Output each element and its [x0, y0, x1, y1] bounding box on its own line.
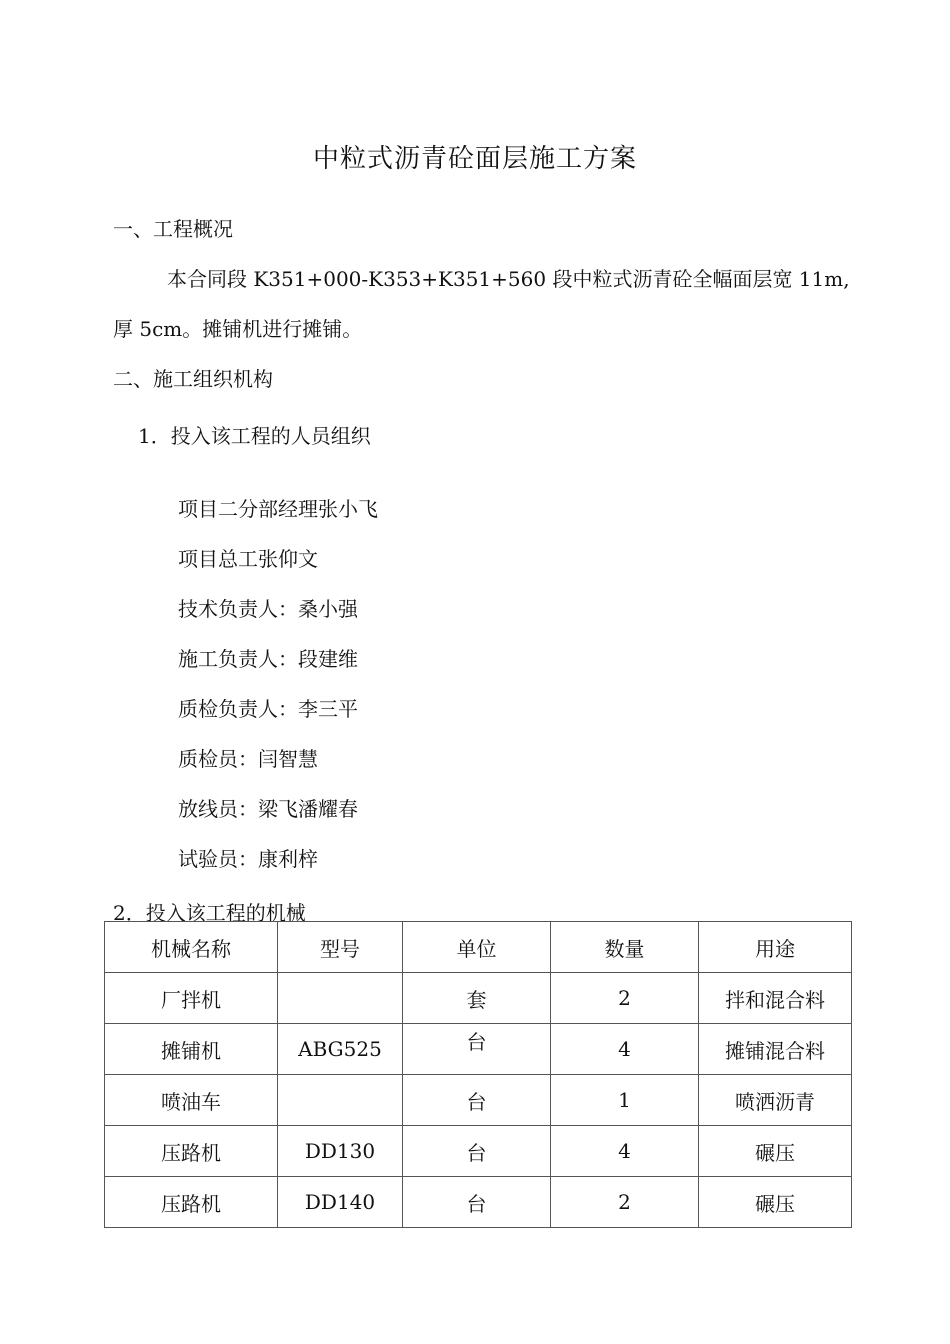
column-header: 用途	[699, 922, 852, 973]
table-cell: 喷洒沥青	[699, 1075, 852, 1126]
table-cell: 厂拌机	[105, 973, 278, 1024]
overview-paragraph-line-2: 厚 5cm。摊铺机进行摊铺。	[113, 317, 363, 341]
staff-item: 项目二分部经理张小飞	[178, 497, 378, 521]
table-row	[105, 973, 852, 1024]
staff-item: 试验员：康利梓	[178, 847, 318, 871]
staff-item: 施工负责人：段建维	[178, 647, 358, 671]
section-heading-overview: 一、工程概况	[113, 217, 233, 241]
table-cell: 2	[551, 1177, 699, 1228]
table-row	[105, 1024, 852, 1075]
table-cell: 套	[403, 973, 551, 1024]
section-heading-organization: 二、施工组织机构	[113, 367, 273, 391]
table-cell: 摊铺混合料	[699, 1024, 852, 1075]
table-cell: DD140	[278, 1177, 403, 1228]
table-cell: 拌和混合料	[699, 973, 852, 1024]
column-header: 型号	[278, 922, 403, 973]
overview-paragraph-line-1: 本合同段 K351+000-K353+K351+560 段中粒式沥青砼全幅面层宽 11m,	[167, 267, 850, 291]
table-cell: 压路机	[105, 1126, 278, 1177]
table-header-row	[105, 922, 852, 973]
table-row	[105, 1126, 852, 1177]
table-cell: 1	[551, 1075, 699, 1126]
staff-item: 项目总工张仰文	[178, 547, 318, 571]
table-cell: 2	[551, 973, 699, 1024]
table-cell: 4	[551, 1024, 699, 1075]
table-cell	[278, 1075, 403, 1126]
table-cell: 台	[403, 1126, 551, 1177]
table-cell: 4	[551, 1126, 699, 1177]
staff-item: 质检员：闫智慧	[178, 747, 318, 771]
subsection-equipment: 2．投入该工程的机械	[113, 901, 306, 925]
table-cell	[278, 973, 403, 1024]
table-cell: 台	[403, 1024, 551, 1075]
staff-item: 放线员：梁飞潘耀春	[178, 797, 358, 821]
staff-item: 技术负责人：桑小强	[178, 597, 358, 621]
table-cell: 摊铺机	[105, 1024, 278, 1075]
table-cell: 台	[403, 1177, 551, 1228]
table-row	[105, 1177, 852, 1228]
table-cell: DD130	[278, 1126, 403, 1177]
table-cell: 碾压	[699, 1126, 852, 1177]
column-header: 数量	[551, 922, 699, 973]
staff-item: 质检负责人：李三平	[178, 697, 358, 721]
table-row	[105, 1075, 852, 1126]
table-cell: ABG525	[278, 1024, 403, 1075]
equipment-table	[104, 921, 852, 1228]
document-title: 中粒式沥青砼面层施工方案	[312, 144, 637, 174]
subsection-personnel: 1．投入该工程的人员组织	[138, 424, 371, 448]
table-cell: 碾压	[699, 1177, 852, 1228]
table-cell: 喷油车	[105, 1075, 278, 1126]
table-cell: 台	[403, 1075, 551, 1126]
column-header: 单位	[403, 922, 551, 973]
table-cell: 压路机	[105, 1177, 278, 1228]
column-header: 机械名称	[105, 922, 278, 973]
